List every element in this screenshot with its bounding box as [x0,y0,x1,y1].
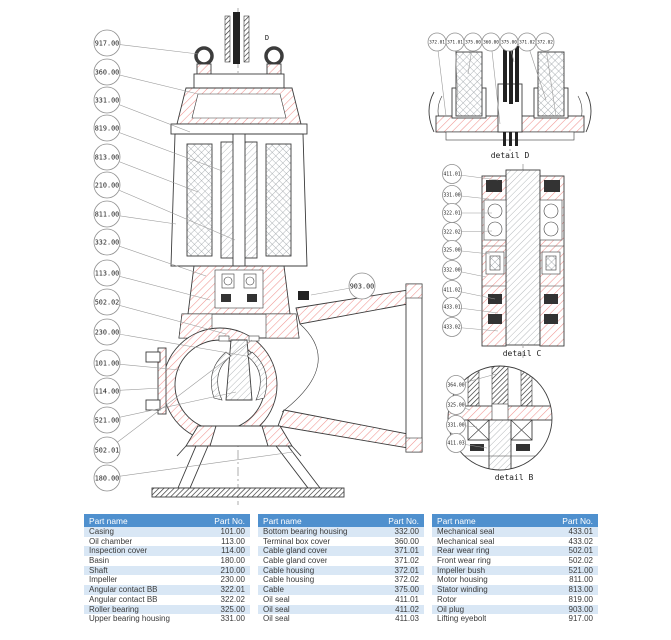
part-no-cell: 819.00 [568,594,593,604]
baseplate [152,488,344,497]
main-pump-view [146,8,422,505]
table-row [258,575,424,585]
mechanical-seal-lower [488,314,502,324]
bearing-cartridge [188,266,290,314]
part-no-cell: 411.01 [395,594,419,604]
part-name-cell: Impeller bush [437,565,486,575]
parts-table-1 [84,514,250,624]
top-cap [194,74,284,88]
parts-table-2 [258,514,424,624]
callout-balloon-332.00 [443,261,487,280]
detail-c-shaft [506,170,540,345]
svg-text:364.00: 364.00 [447,383,465,389]
svg-text:411.03: 411.03 [447,441,465,447]
svg-text:180.00: 180.00 [94,474,120,483]
part-name-cell: Mechanical seal [437,527,495,536]
svg-text:411.01: 411.01 [443,172,461,178]
part-no-cell: 903.00 [568,604,593,614]
part-name-cell: Impeller [89,575,118,585]
stator-winding-right [266,144,291,256]
part-no-cell: 371.01 [394,546,419,556]
table-row [432,575,598,585]
part-name-cell: Oil seal [263,614,290,624]
parts-table-header [258,514,424,527]
part-name-cell: Angular contact BB [89,585,158,595]
svg-text:371.02: 371.02 [519,40,535,46]
table-row [432,585,598,595]
table-row [258,585,424,595]
svg-text:322.01: 322.01 [443,211,461,217]
part-no-cell: 114.00 [221,546,245,556]
part-no-cell: 180.00 [220,556,245,566]
svg-text:322.02: 322.02 [443,230,461,236]
table-row [258,527,424,537]
part-no-cell: 113.00 [221,536,245,546]
part-no-cell: 502.02 [568,556,593,566]
part-name-cell: Oil seal [263,594,290,604]
table-row [258,556,424,566]
table-row [84,556,250,566]
col-part-name: Part name [437,515,476,526]
part-no-cell: 372.02 [394,575,419,585]
table-row [432,537,598,547]
parts-table-body [84,527,250,624]
part-name-cell: Upper bearing housing [89,614,170,624]
oil-plug [298,291,309,300]
table-row [84,595,250,605]
table-row [84,585,250,595]
svg-text:325.00: 325.00 [447,403,465,409]
detail-b-label: detail B [494,473,534,482]
part-no-cell: 372.01 [394,565,419,575]
svg-text:332.00: 332.00 [443,268,461,274]
parts-table-body [258,527,424,624]
part-name-cell: Bottom bearing housing [263,527,348,536]
rear-wear-ring [249,336,259,341]
oil-seal-top [486,180,502,192]
svg-text:433.02: 433.02 [443,325,461,331]
table-row [432,556,598,566]
part-no-cell: 813.00 [568,585,593,595]
svg-text:375.00: 375.00 [501,40,517,46]
part-name-cell: Oil seal [263,604,290,614]
callout-balloon-903.00 [311,273,375,299]
svg-text:371.01: 371.01 [447,40,463,46]
svg-text:360.00: 360.00 [94,68,120,77]
stand-leg-left [178,446,208,488]
power-cables [225,12,249,64]
table-row [258,537,424,547]
front-wear-ring [219,336,229,341]
table-row [432,614,598,624]
svg-text:375.00: 375.00 [465,40,481,46]
table-row [258,546,424,556]
discharge-diffuser [278,284,422,452]
motor-flange [171,124,307,134]
svg-text:502.02: 502.02 [94,298,120,307]
part-name-cell: Lifting eyebolt [437,614,487,624]
part-name-cell: Oil chamber [89,536,133,546]
part-name-cell: Rotor [437,594,457,604]
svg-text:114.00: 114.00 [94,387,120,396]
part-no-cell: 331.00 [220,614,245,624]
part-name-cell: Cable [263,585,284,595]
table-row [84,546,250,556]
part-no-cell: 521.00 [568,565,593,575]
svg-text:331.00: 331.00 [447,423,465,429]
svg-text:811.00: 811.00 [94,210,120,219]
callout-balloon-917.00 [94,30,198,56]
part-name-cell: Inspection cover [89,546,148,556]
svg-text:411.02: 411.02 [443,288,461,294]
table-row [84,537,250,547]
parts-table-3 [432,514,598,624]
parts-table-header [432,514,598,527]
svg-text:230.00: 230.00 [94,328,120,337]
part-no-cell: 322.02 [220,594,245,604]
svg-text:360.00: 360.00 [483,40,499,46]
col-part-name: Part name [89,515,128,526]
parts-table-header [84,514,250,527]
inspection-cover [146,348,166,414]
svg-text:372.02: 372.02 [537,40,553,46]
part-name-cell: Cable housing [263,565,315,575]
part-name-cell: Rear wear ring [437,546,490,556]
part-no-cell: 360.00 [394,536,419,546]
svg-text:502.01: 502.01 [94,446,120,455]
table-row [84,614,250,624]
part-name-cell: Shaft [89,565,108,575]
part-name-cell: Cable gland cover [263,556,328,566]
stator-winding-left [187,144,212,256]
discharge-flange [406,284,422,452]
svg-text:917.00: 917.00 [94,39,120,48]
part-no-cell: 411.02 [395,604,419,614]
svg-text:325.00: 325.00 [443,248,461,254]
table-row [258,595,424,605]
part-no-cell: 101.00 [220,527,245,536]
table-row [258,566,424,576]
part-name-cell: Terminal box cover [263,536,331,546]
part-name-cell: Angular contact BB [89,594,158,604]
part-name-cell: Cable gland cover [263,546,328,556]
table-row [432,605,598,615]
svg-text:210.00: 210.00 [94,181,120,190]
part-name-cell: Roller bearing [89,604,139,614]
lifting-eyebolt-right [266,48,282,74]
part-no-cell: 411.03 [395,614,419,624]
table-row [84,575,250,585]
section-letter-d: D [264,34,270,42]
svg-text:332.00: 332.00 [94,238,120,247]
svg-text:433.01: 433.01 [443,305,461,311]
part-no-cell: 433.01 [568,527,593,536]
part-no-cell: 917.00 [568,614,593,624]
part-name-cell: Motor housing [437,575,488,585]
part-name-cell: Cable housing [263,575,315,585]
svg-text:101.00: 101.00 [94,359,120,368]
part-no-cell: 433.02 [568,536,593,546]
detail-c-label: detail C [502,349,542,358]
parts-table-body [432,527,598,624]
callout-balloon-811.00 [94,201,176,227]
detail-d-view [429,42,591,160]
svg-text:113.00: 113.00 [94,269,120,278]
svg-text:372.01: 372.01 [429,40,445,46]
table-row [258,605,424,615]
table-row [432,546,598,556]
col-part-no: Part No. [562,515,593,526]
detail-c-view [482,164,564,358]
part-name-cell: Casing [89,527,114,536]
part-no-cell: 371.02 [394,556,419,566]
table-row [84,605,250,615]
part-name-cell: Stator winding [437,585,488,595]
table-row [258,614,424,624]
table-row [432,527,598,537]
table-row [432,595,598,605]
svg-text:813.00: 813.00 [94,153,120,162]
svg-text:903.00: 903.00 [349,282,375,291]
callout-balloon-372.01 [428,33,446,116]
table-row [432,566,598,576]
svg-text:521.00: 521.00 [94,416,120,425]
table-row [84,527,250,537]
part-name-cell: Mechanical seal [437,536,495,546]
svg-text:331.00: 331.00 [94,96,120,105]
part-no-cell: 811.00 [569,575,593,585]
svg-text:819.00: 819.00 [94,124,120,133]
part-name-cell: Basin [89,556,110,566]
lifting-eyebolt-left [196,48,212,74]
part-no-cell: 322.01 [220,585,245,595]
col-part-no: Part No. [214,515,245,526]
part-name-cell: Oil plug [437,604,465,614]
part-no-cell: 210.00 [220,565,245,575]
detail-d-label: detail D [490,151,530,160]
svg-text:331.00: 331.00 [443,193,461,199]
part-no-cell: 502.01 [568,546,593,556]
part-name-cell: Front wear ring [437,556,491,566]
table-row [84,566,250,576]
part-no-cell: 375.00 [394,585,419,595]
part-no-cell: 230.00 [220,575,245,585]
cable-left [456,52,482,116]
part-no-cell: 332.00 [394,527,419,536]
col-part-name: Part name [263,515,302,526]
part-no-cell: 325.00 [220,604,245,614]
col-part-no: Part No. [388,515,419,526]
